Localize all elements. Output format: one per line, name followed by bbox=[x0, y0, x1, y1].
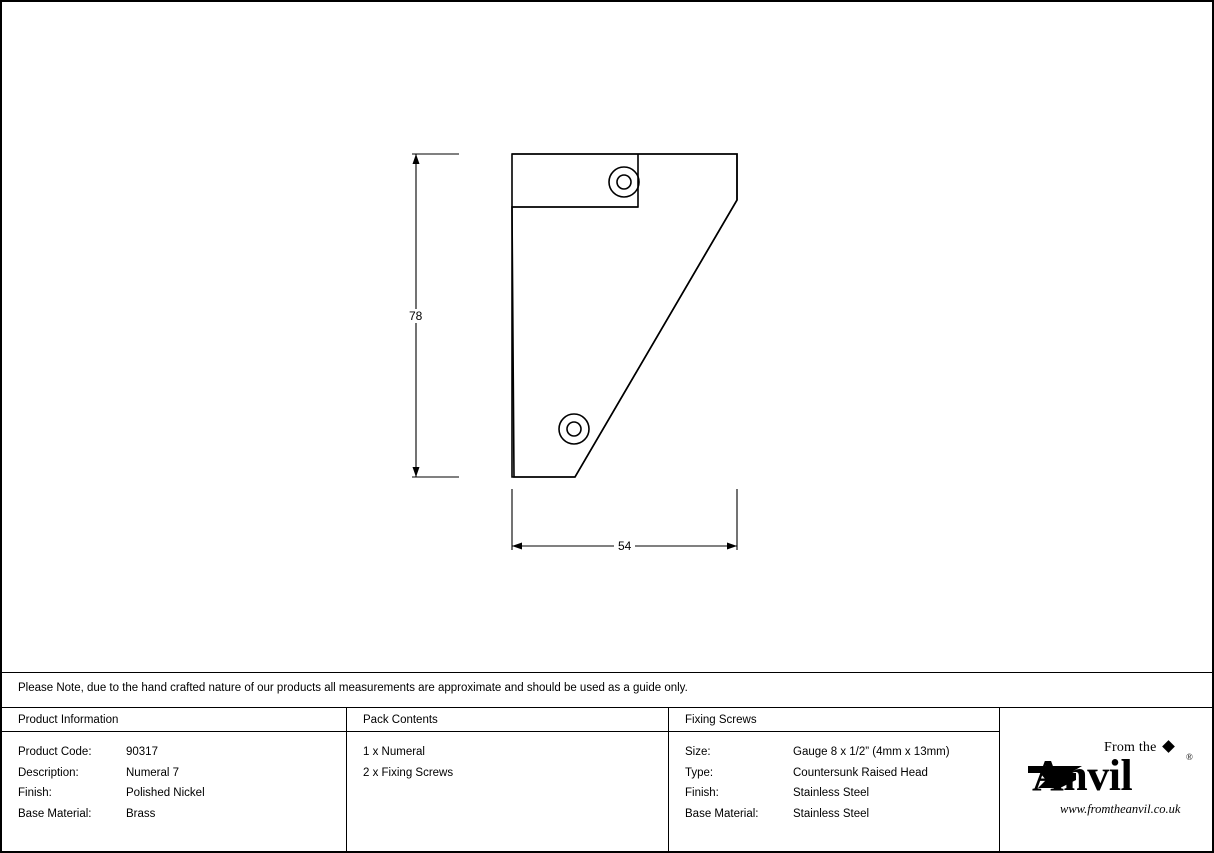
table-row bbox=[18, 742, 346, 763]
product-code-value: 90317 bbox=[126, 746, 158, 758]
measurement-note: Please Note, due to the hand crafted nature of our products all measurements are approximate and should be used as a guide only. bbox=[18, 682, 688, 694]
fixing-hole-top-icon bbox=[609, 167, 639, 197]
screw-finish-value: Stainless Steel bbox=[793, 787, 870, 799]
screw-finish-label: Finish: bbox=[685, 787, 719, 799]
diamond-icon bbox=[1162, 740, 1175, 753]
list-item: 1 x Numeral bbox=[363, 746, 425, 758]
width-dimension-label: 54 bbox=[614, 539, 635, 553]
fixing-hole-bottom-icon bbox=[559, 414, 589, 444]
brand-column bbox=[1000, 708, 1211, 853]
screw-base-material-value: Stainless Steel bbox=[793, 807, 870, 820]
product-information-column bbox=[2, 708, 347, 853]
pack-contents-header: Pack Contents bbox=[347, 708, 668, 732]
brand-url: www.fromtheanvil.co.uk bbox=[1060, 802, 1181, 816]
fixing-screws-header: Fixing Screws bbox=[669, 708, 999, 732]
from-the-anvil-logo bbox=[1018, 740, 1194, 820]
screw-type-value: Countersunk Raised Head bbox=[793, 766, 928, 779]
description-label: Description: bbox=[18, 766, 79, 779]
numeral-drawing-svg bbox=[2, 2, 1212, 672]
table-row bbox=[18, 763, 346, 784]
base-material-label: Base Material: bbox=[18, 807, 92, 820]
base-material-value: Brass bbox=[126, 807, 156, 820]
product-code-label: Product Code: bbox=[18, 746, 92, 758]
product-information-header: Product Information bbox=[2, 708, 346, 732]
info-bar bbox=[2, 707, 1212, 853]
pack-contents-body bbox=[347, 732, 668, 783]
screw-size-value: Gauge 8 x 1/2” (4mm x 13mm) bbox=[793, 746, 950, 758]
screw-type-label: Type: bbox=[685, 766, 714, 779]
table-row bbox=[685, 763, 999, 784]
registered-icon: ® bbox=[1186, 752, 1193, 762]
pack-contents-column bbox=[347, 708, 669, 853]
drawing-area bbox=[2, 2, 1212, 672]
description-value: Numeral 7 bbox=[126, 766, 180, 779]
fixing-screws-column bbox=[669, 708, 1000, 853]
finish-value: Polished Nickel bbox=[126, 787, 205, 799]
table-row bbox=[18, 804, 346, 825]
note-bar bbox=[2, 672, 1212, 707]
table-row bbox=[18, 783, 346, 804]
numeral-7-icon bbox=[512, 154, 737, 477]
from-the-text: From the bbox=[1104, 740, 1157, 755]
anvil-wordmark: Anvil bbox=[1032, 751, 1133, 800]
table-row bbox=[685, 783, 999, 804]
brand-logo bbox=[1000, 708, 1211, 853]
height-dimension-label: 78 bbox=[405, 309, 426, 323]
table-row bbox=[685, 804, 999, 825]
fixing-screws-body bbox=[669, 732, 999, 824]
screw-base-material-label: Base Material: bbox=[685, 807, 759, 820]
finish-label: Finish: bbox=[18, 787, 52, 799]
product-information-body bbox=[2, 732, 346, 824]
list-item: 2 x Fixing Screws bbox=[363, 766, 454, 779]
screw-size-label: Size: bbox=[685, 746, 711, 758]
table-row bbox=[685, 742, 999, 763]
